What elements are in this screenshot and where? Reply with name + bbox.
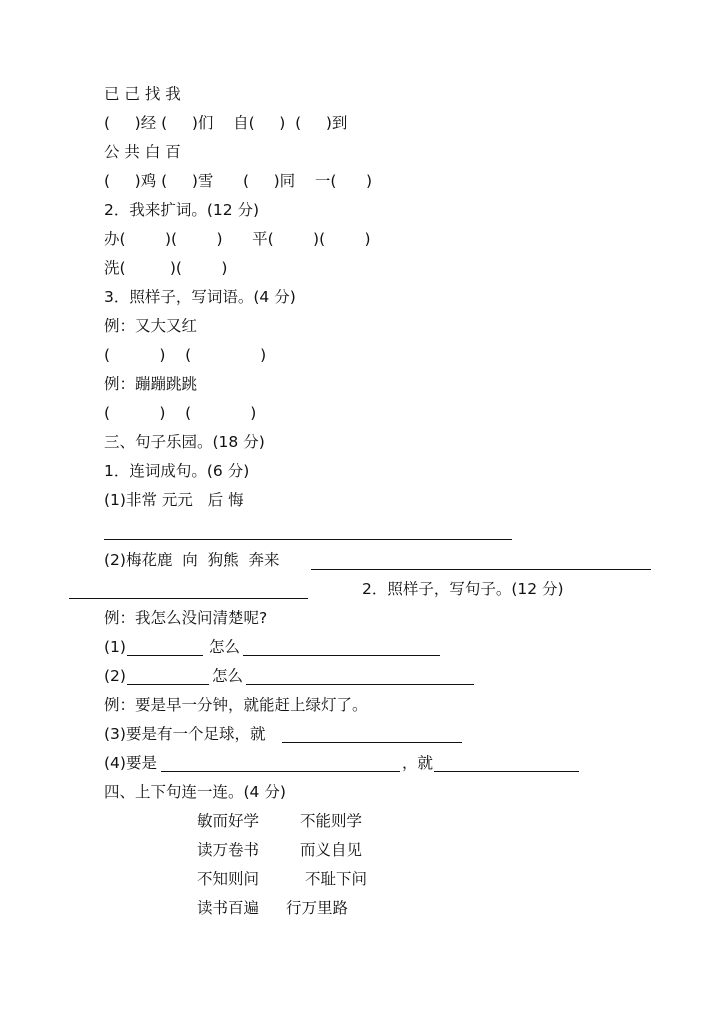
char-group-4-blanks: ( )鸡 ( )雪 ( )同 一( ) — [104, 172, 373, 190]
section-3-q2-item-4-prefix: (4)要是 — [104, 754, 157, 772]
match-right-item[interactable]: 而义自见 — [300, 841, 363, 859]
section-3-q2-example-1: 例：我怎么没问清楚呢? — [104, 609, 268, 627]
section-3-q2-item-3: (3)要是有一个足球，就 — [104, 725, 266, 743]
section-3-q2-item-1-word: 怎么 — [209, 638, 241, 656]
match-right-item[interactable]: 行万里路 — [286, 899, 349, 917]
section-3-q2-item-2-number: (2) — [104, 667, 126, 685]
section-3-q2-item-2-word: 怎么 — [212, 667, 244, 685]
question-3-example-1: 例：又大又红 — [104, 317, 198, 335]
section-3-q2-example-2: 例：要是早一分钟，就能赶上绿灯了。 — [104, 696, 368, 714]
match-left-item[interactable]: 读万卷书 — [197, 841, 260, 859]
answer-line-q1-item-1[interactable] — [104, 539, 512, 540]
answer-line-q2-item-4-a[interactable] — [161, 771, 400, 772]
answer-line-q1-item-2-a[interactable] — [311, 569, 651, 570]
question-2-line-2: 洗( )( ) — [104, 259, 228, 277]
char-group-3: 已 己 找 我 — [104, 85, 181, 103]
section-3-q2-item-1-number: (1) — [104, 638, 126, 656]
answer-line-q1-item-2-b[interactable] — [69, 598, 308, 599]
section-3-q2-title: 2．照样子，写句子。(12 分) — [362, 580, 564, 598]
answer-line-q2-item-4-b[interactable] — [434, 771, 579, 772]
match-right-item[interactable]: 不能则学 — [300, 812, 363, 830]
answer-line-q2-item-1-a[interactable] — [127, 655, 203, 656]
match-left-item[interactable]: 读书百遍 — [197, 899, 260, 917]
section-3-q1-item-1: (1)非常 元元 后 悔 — [104, 491, 244, 509]
answer-line-q2-item-1-b[interactable] — [243, 655, 440, 656]
question-2-title: 2．我来扩词。(12 分) — [104, 201, 260, 219]
answer-line-q2-item-3[interactable] — [282, 742, 462, 743]
section-3-q1-item-2: (2)梅花鹿 向 狗熊 奔来 — [104, 551, 280, 569]
match-left-item[interactable]: 不知则问 — [197, 870, 260, 888]
answer-line-q2-item-2-a[interactable] — [127, 684, 209, 685]
section-4-title: 四、上下句连一连。(4 分) — [104, 783, 286, 801]
char-group-3-blanks: ( )经 ( )们 自( ) ( )到 — [104, 114, 348, 132]
question-3-title: 3．照样子，写词语。(4 分) — [104, 288, 296, 306]
section-3-q1-title: 1．连词成句。(6 分) — [104, 462, 250, 480]
section-3-title: 三、句子乐园。(18 分) — [104, 433, 265, 451]
match-left-item[interactable]: 敏而好学 — [197, 812, 260, 830]
question-3-example-2: 例：蹦蹦跳跳 — [104, 375, 198, 393]
match-right-item[interactable]: 不耻下问 — [305, 870, 368, 888]
section-3-q2-item-4-mid: ，就 — [402, 754, 434, 772]
question-3-blanks-2: ( ) ( ) — [104, 404, 257, 422]
char-group-4: 公 共 白 百 — [104, 143, 181, 161]
question-2-line-1: 办( )( ) 平( )( ) — [104, 230, 371, 248]
question-3-blanks-1: ( ) ( ) — [104, 346, 267, 364]
answer-line-q2-item-2-b[interactable] — [246, 684, 474, 685]
